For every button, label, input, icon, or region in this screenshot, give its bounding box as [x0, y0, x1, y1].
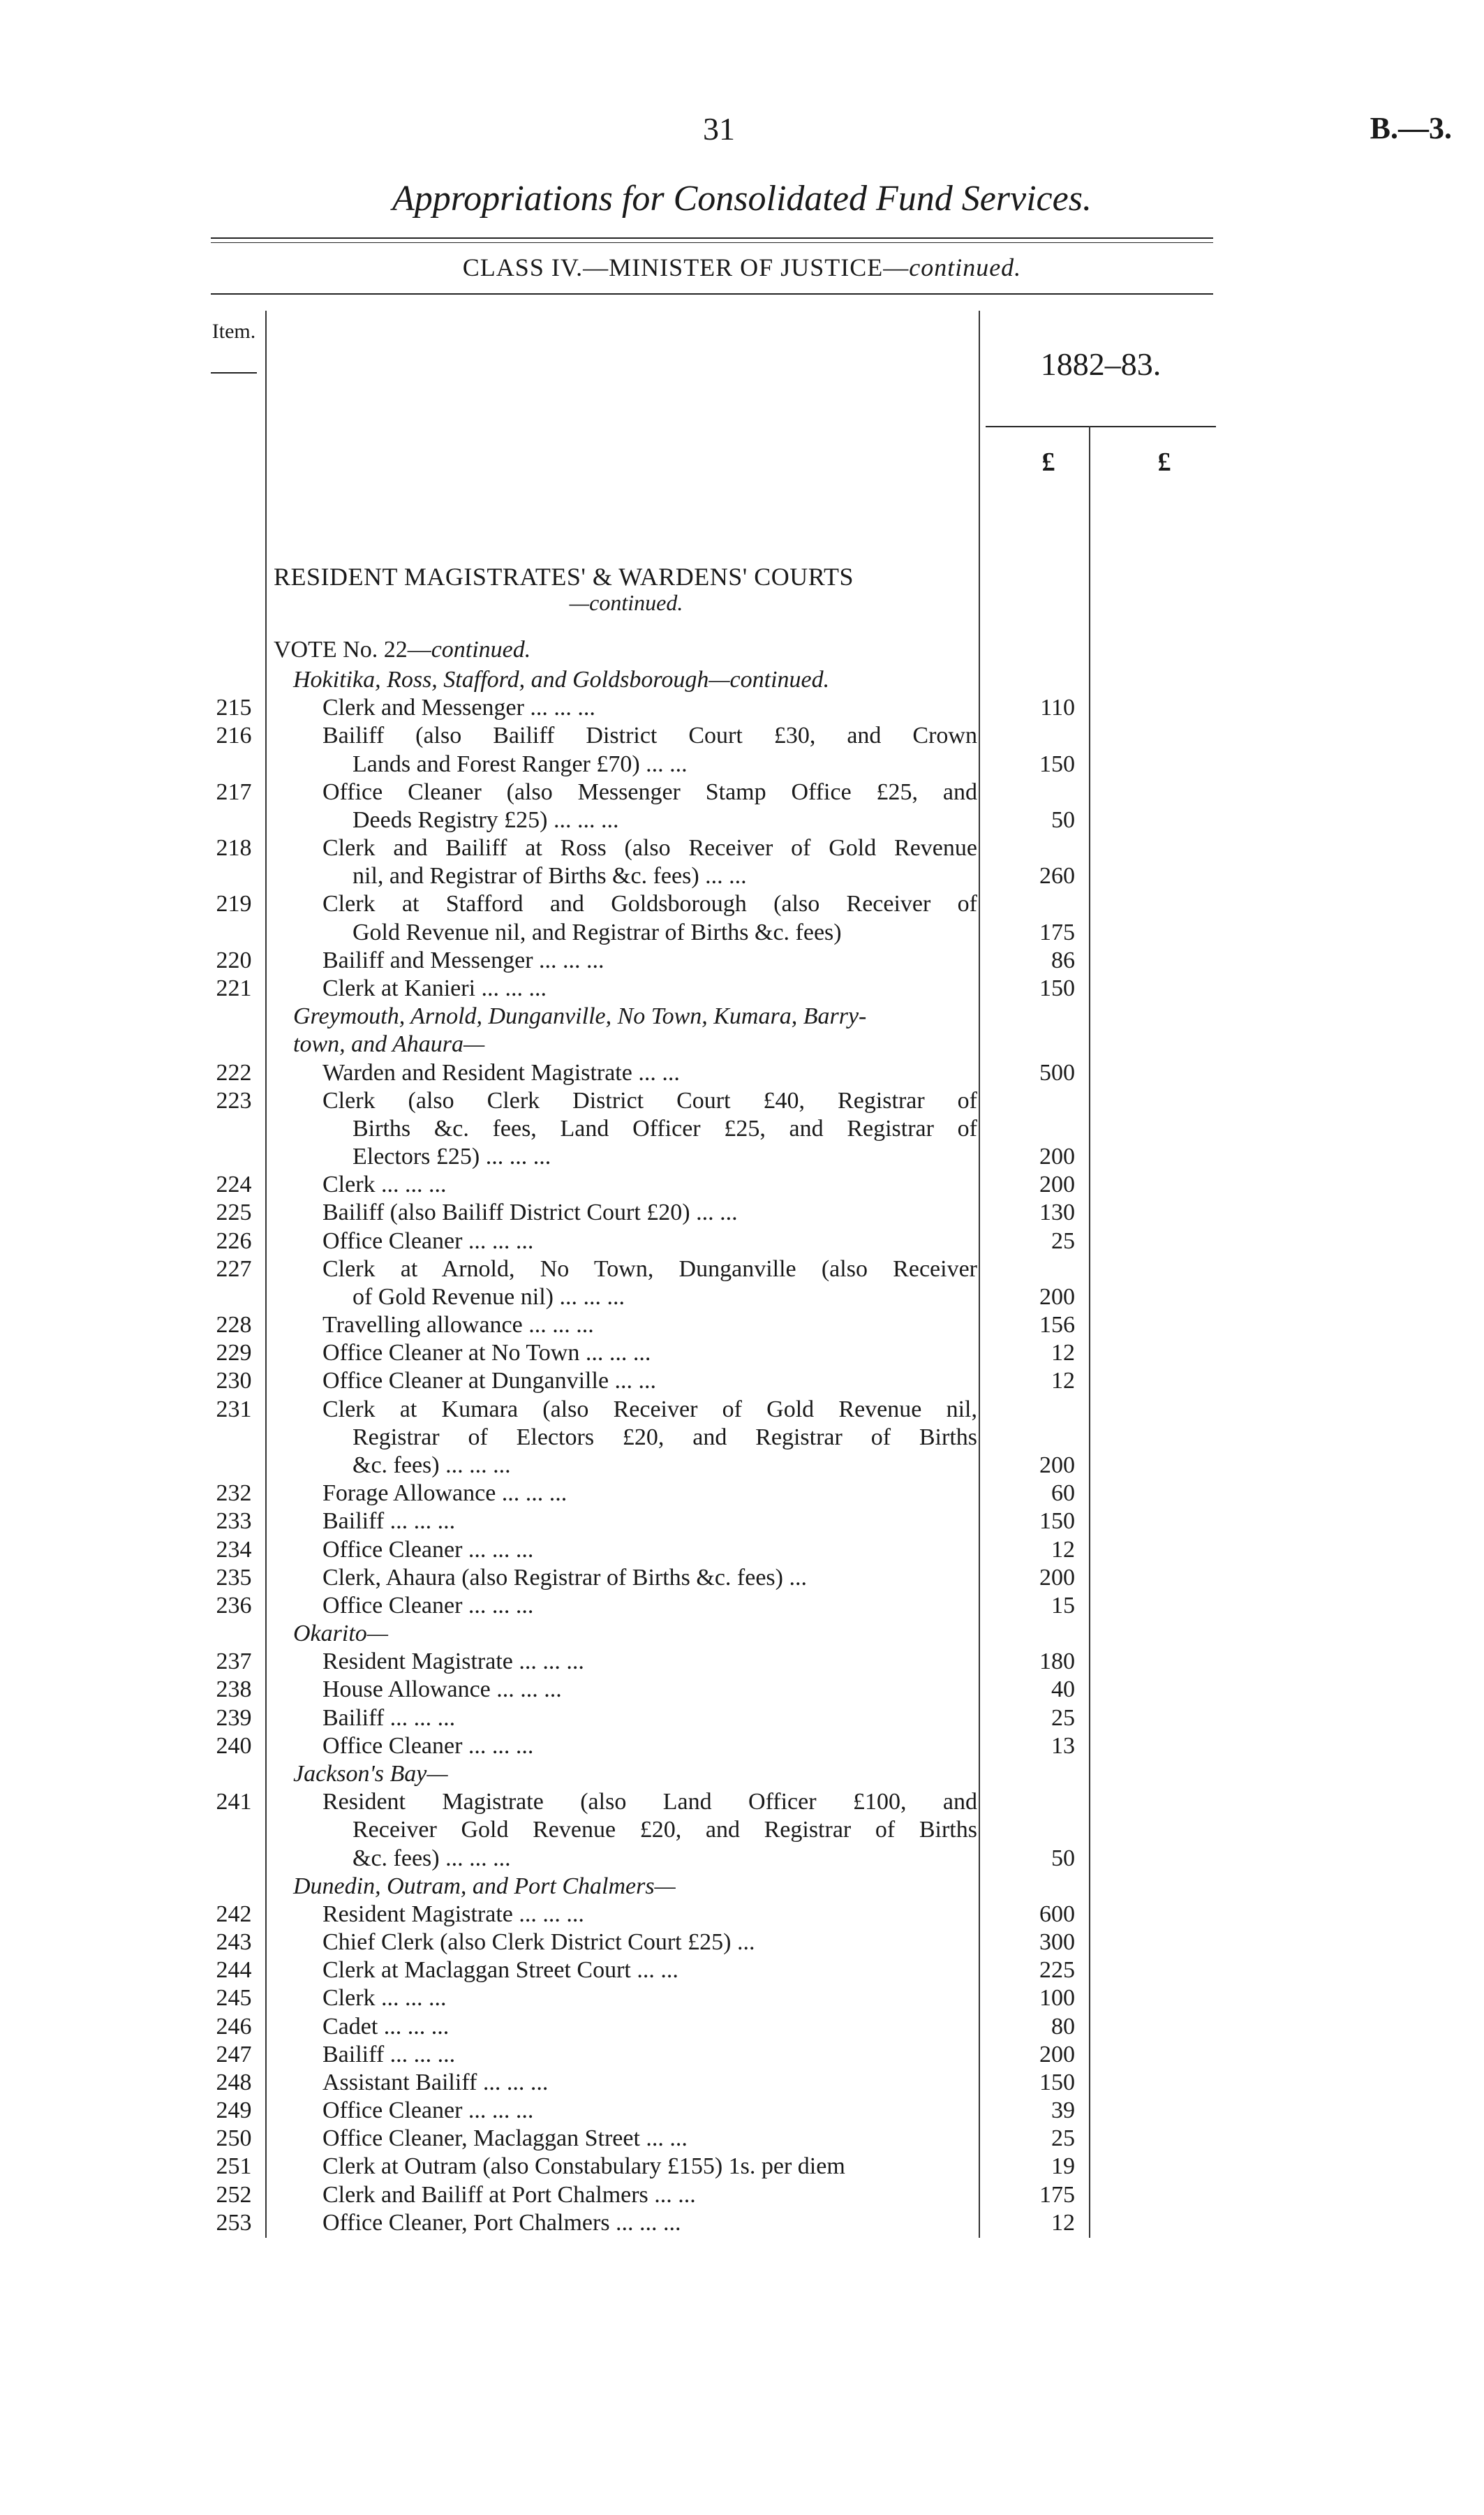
item-header-rule — [211, 372, 257, 374]
document-reference: B.—3. — [1370, 111, 1452, 145]
item-amount: 600 — [1039, 1901, 1075, 1927]
item-number: 240 — [216, 1733, 252, 1759]
item-number: 243 — [216, 1929, 252, 1955]
currency-header-1: £ — [1041, 448, 1055, 477]
section-subheading: —continued. — [569, 590, 683, 615]
item-description: Office Cleaner (also Messenger Stamp Office £25, and — [322, 779, 977, 805]
item-amount: 150 — [1039, 1508, 1075, 1534]
year-column-header: 1882–83. — [1040, 346, 1162, 382]
item-amount: 13 — [1051, 1733, 1075, 1759]
item-number: 233 — [216, 1508, 252, 1534]
item-number: 245 — [216, 1985, 252, 2011]
table-row — [0, 1452, 1484, 1479]
item-amount: 50 — [1051, 1845, 1075, 1871]
item-number: 227 — [216, 1256, 252, 1282]
item-description: Bailiff (also Bailiff District Court £20) ... ... — [322, 1200, 738, 1225]
table-row — [0, 1565, 1484, 1591]
item-number: 228 — [216, 1312, 252, 1338]
section-heading: RESIDENT MAGISTRATES' & WARDENS' COURTS — [274, 563, 854, 591]
table-row — [0, 1284, 1484, 1311]
item-description: Office Cleaner, Maclaggan Street ... ... — [322, 2125, 688, 2151]
item-amount: 25 — [1051, 1705, 1075, 1731]
table-row — [0, 1985, 1484, 2012]
table-row — [0, 1144, 1484, 1170]
item-number: 251 — [216, 2153, 252, 2179]
table-row — [0, 1817, 1484, 1843]
item-amount: 25 — [1051, 1228, 1075, 1254]
item-amount: 60 — [1051, 1480, 1075, 1506]
vote-continued: continued. — [431, 637, 531, 663]
item-number: 235 — [216, 1565, 252, 1591]
item-description: Resident Magistrate (also Land Officer £100, and — [322, 1789, 977, 1815]
item-description: Office Cleaner at No Town ... ... ... — [322, 1340, 651, 1366]
item-description: Clerk and Messenger ... ... ... — [322, 695, 595, 721]
item-amount: 12 — [1051, 1537, 1075, 1563]
table-row — [0, 1340, 1484, 1366]
item-description: Warden and Resident Magistrate ... ... — [322, 1060, 680, 1086]
item-amount: 50 — [1051, 807, 1075, 833]
item-description: Office Cleaner ... ... ... — [322, 1593, 534, 1618]
table-row — [0, 947, 1484, 974]
item-number: 217 — [216, 779, 252, 805]
table-row — [0, 1929, 1484, 1956]
item-description: Bailiff (also Bailiff District Court £30, and Crown — [322, 723, 977, 748]
year-header-rule — [986, 426, 1216, 427]
item-description: Forage Allowance ... ... ... — [322, 1480, 567, 1506]
table-row — [0, 2070, 1484, 2096]
item-amount: 110 — [1040, 695, 1075, 721]
table-row — [0, 1845, 1484, 1872]
table-row — [0, 723, 1484, 749]
title-rule-thin — [211, 242, 1213, 243]
item-description: Clerk and Bailiff at Ross (also Receiver of Gold Revenue — [322, 835, 977, 861]
item-number: 253 — [216, 2210, 252, 2236]
item-number: 236 — [216, 1593, 252, 1618]
item-number: 249 — [216, 2097, 252, 2123]
item-description: Clerk at Maclaggan Street Court ... ... — [322, 1957, 678, 1983]
item-amount: 175 — [1039, 2182, 1075, 2208]
item-number: 237 — [216, 1649, 252, 1674]
item-description-continued: Deeds Registry £25) ... ... ... — [353, 807, 619, 833]
item-description: House Allowance ... ... ... — [322, 1676, 562, 1702]
item-number: 229 — [216, 1340, 252, 1366]
item-description: Office Cleaner at Dunganville ... ... — [322, 1368, 657, 1394]
item-number: 218 — [216, 835, 252, 861]
item-amount: 200 — [1039, 1144, 1075, 1170]
table-row — [0, 2097, 1484, 2124]
page-title: Appropriations for Consolidated Fund Services. — [392, 179, 1092, 219]
table-row — [0, 863, 1484, 890]
item-amount: 500 — [1039, 1060, 1075, 1086]
table-row — [0, 1537, 1484, 1563]
table-row — [0, 1649, 1484, 1675]
item-description: Office Cleaner ... ... ... — [322, 2097, 534, 2123]
item-number: 239 — [216, 1705, 252, 1731]
table-row — [0, 1593, 1484, 1619]
item-description: Office Cleaner ... ... ... — [322, 1228, 534, 1254]
district-heading: town, and Ahaura— — [293, 1031, 485, 1057]
item-description: Office Cleaner ... ... ... — [322, 1537, 534, 1563]
item-amount: 150 — [1039, 2070, 1075, 2095]
item-number: 234 — [216, 1537, 252, 1563]
table-row — [0, 1508, 1484, 1535]
class-heading-text: CLASS IV.—MINISTER OF JUSTICE— — [462, 253, 910, 281]
item-amount: 156 — [1039, 1312, 1075, 1338]
class-heading — [0, 253, 1484, 282]
table-row — [0, 1676, 1484, 1703]
item-description: Cadet ... ... ... — [322, 2014, 450, 2040]
item-amount: 80 — [1051, 2014, 1075, 2040]
district-heading: Dunedin, Outram, and Port Chalmers— — [293, 1873, 676, 1899]
table-row — [0, 1733, 1484, 1760]
item-description: Clerk at Arnold, No Town, Dunganville (also Receiver — [322, 1256, 977, 1282]
item-number: 246 — [216, 2014, 252, 2040]
item-number: 226 — [216, 1228, 252, 1254]
item-amount: 39 — [1051, 2097, 1075, 2123]
page-number: 31 — [703, 111, 735, 147]
item-description: Clerk ... ... ... — [322, 1985, 447, 2011]
table-row — [0, 2182, 1484, 2208]
item-amount: 19 — [1051, 2153, 1075, 2179]
item-description: Bailiff and Messenger ... ... ... — [322, 947, 604, 973]
table-row — [0, 1172, 1484, 1198]
item-description: Clerk (also Clerk District Court £40, Registrar of — [322, 1088, 977, 1114]
table-row — [0, 1368, 1484, 1394]
item-amount: 225 — [1039, 1957, 1075, 1983]
item-number: 230 — [216, 1368, 252, 1394]
item-description: Clerk at Stafford and Goldsborough (also Receiver of — [322, 891, 977, 917]
table-row — [0, 1424, 1484, 1451]
class-heading-continued: continued. — [909, 253, 1022, 281]
table-row — [0, 1256, 1484, 1283]
item-amount: 100 — [1039, 1985, 1075, 2011]
item-amount: 200 — [1039, 1172, 1075, 1197]
item-number: 252 — [216, 2182, 252, 2208]
item-number: 232 — [216, 1480, 252, 1506]
item-amount: 300 — [1039, 1929, 1075, 1955]
currency-header-2: £ — [1157, 448, 1171, 477]
item-description-continued: Electors £25) ... ... ... — [353, 1144, 551, 1170]
table-row — [0, 1060, 1484, 1086]
item-description-continued: Registrar of Electors £20, and Registrar of Births — [353, 1424, 977, 1450]
item-number: 222 — [216, 1060, 252, 1086]
title-rule — [211, 237, 1213, 239]
item-number: 221 — [216, 975, 252, 1001]
district-heading: Okarito— — [293, 1621, 388, 1646]
item-description: Office Cleaner ... ... ... — [322, 1733, 534, 1759]
table-row — [0, 2042, 1484, 2068]
item-number: 220 — [216, 947, 252, 973]
class-rule — [211, 293, 1213, 295]
table-row — [0, 1396, 1484, 1423]
item-description: Clerk, Ahaura (also Registrar of Births &c. fees) ... — [322, 1565, 807, 1591]
item-description-continued: of Gold Revenue nil) ... ... ... — [353, 1284, 625, 1310]
table-row — [0, 2153, 1484, 2180]
table-row — [0, 920, 1484, 946]
item-description: Bailiff ... ... ... — [322, 1508, 456, 1534]
table-row — [0, 1116, 1484, 1142]
item-number: 231 — [216, 1396, 252, 1422]
item-description: Assistant Bailiff ... ... ... — [322, 2070, 549, 2095]
item-amount: 200 — [1039, 1565, 1075, 1591]
item-description: Chief Clerk (also Clerk District Court £25) ... — [322, 1929, 755, 1955]
item-amount: 200 — [1039, 2042, 1075, 2067]
table-row — [0, 1957, 1484, 1984]
item-column-header: Item. — [212, 320, 256, 343]
district-heading: Greymouth, Arnold, Dunganville, No Town, Kumara, Barry- — [293, 1003, 867, 1029]
table-row — [0, 1480, 1484, 1507]
item-amount: 86 — [1051, 947, 1075, 973]
table-row — [0, 975, 1484, 1002]
item-description: Resident Magistrate ... ... ... — [322, 1649, 584, 1674]
table-row — [0, 779, 1484, 806]
item-number: 219 — [216, 891, 252, 917]
item-amount: 150 — [1039, 975, 1075, 1001]
item-description-continued: Births &c. fees, Land Officer £25, and Registrar of — [353, 1116, 977, 1142]
item-amount: 175 — [1039, 920, 1075, 945]
item-amount: 15 — [1051, 1593, 1075, 1618]
item-description-continued: Lands and Forest Ranger £70) ... ... — [353, 751, 688, 777]
item-amount: 180 — [1039, 1649, 1075, 1674]
table-row — [0, 2210, 1484, 2236]
item-amount: 12 — [1051, 2210, 1075, 2236]
district-heading: Jackson's Bay— — [293, 1761, 448, 1787]
table-row — [0, 1789, 1484, 1815]
item-description: Resident Magistrate ... ... ... — [322, 1901, 584, 1927]
item-description: Clerk at Outram (also Constabulary £155) 1s. per diem — [322, 2153, 845, 2179]
table-row — [0, 751, 1484, 778]
item-number: 242 — [216, 1901, 252, 1927]
item-description-continued: &c. fees) ... ... ... — [353, 1452, 511, 1478]
item-number: 224 — [216, 1172, 252, 1197]
item-description: Bailiff ... ... ... — [322, 1705, 456, 1731]
item-amount: 200 — [1039, 1452, 1075, 1478]
item-amount: 130 — [1039, 1200, 1075, 1225]
item-amount: 25 — [1051, 2125, 1075, 2151]
item-description-continued: Receiver Gold Revenue £20, and Registrar of Births — [353, 1817, 977, 1843]
item-number: 238 — [216, 1676, 252, 1702]
table-row — [0, 891, 1484, 917]
item-description: Clerk ... ... ... — [322, 1172, 447, 1197]
vote-number: VOTE No. 22— — [274, 637, 431, 663]
item-description: Clerk at Kumara (also Receiver of Gold Revenue nil, — [322, 1396, 977, 1422]
item-description-continued: nil, and Registrar of Births &c. fees) ... ... — [353, 863, 747, 889]
table-row — [0, 807, 1484, 834]
item-number: 225 — [216, 1200, 252, 1225]
table-row — [0, 835, 1484, 862]
item-number: 215 — [216, 695, 252, 721]
item-amount: 12 — [1051, 1340, 1075, 1366]
table-row — [0, 1228, 1484, 1255]
item-number: 250 — [216, 2125, 252, 2151]
item-number: 244 — [216, 1957, 252, 1983]
item-description: Travelling allowance ... ... ... — [322, 1312, 594, 1338]
item-number: 241 — [216, 1789, 252, 1815]
item-description-continued: &c. fees) ... ... ... — [353, 1845, 511, 1871]
item-amount: 12 — [1051, 1368, 1075, 1394]
item-amount: 260 — [1039, 863, 1075, 889]
item-description: Bailiff ... ... ... — [322, 2042, 456, 2067]
table-row — [0, 1088, 1484, 1114]
table-row — [0, 695, 1484, 721]
item-number: 223 — [216, 1088, 252, 1114]
item-amount: 200 — [1039, 1284, 1075, 1310]
table-row — [0, 1705, 1484, 1732]
district-heading: Hokitika, Ross, Stafford, and Goldsborough—continued. — [293, 667, 830, 693]
table-row — [0, 2125, 1484, 2152]
item-number: 247 — [216, 2042, 252, 2067]
item-number: 248 — [216, 2070, 252, 2095]
vote-heading — [274, 637, 530, 663]
table-row — [0, 2014, 1484, 2040]
item-number: 216 — [216, 723, 252, 748]
table-row — [0, 1901, 1484, 1928]
item-description: Clerk at Kanieri ... ... ... — [322, 975, 547, 1001]
table-row — [0, 1200, 1484, 1226]
item-description-continued: Gold Revenue nil, and Registrar of Births &c. fees) — [353, 920, 842, 945]
item-amount: 40 — [1051, 1676, 1075, 1702]
item-amount: 150 — [1039, 751, 1075, 777]
item-description: Office Cleaner, Port Chalmers ... ... ... — [322, 2210, 681, 2236]
table-row — [0, 1312, 1484, 1338]
item-description: Clerk and Bailiff at Port Chalmers ... ... — [322, 2182, 696, 2208]
